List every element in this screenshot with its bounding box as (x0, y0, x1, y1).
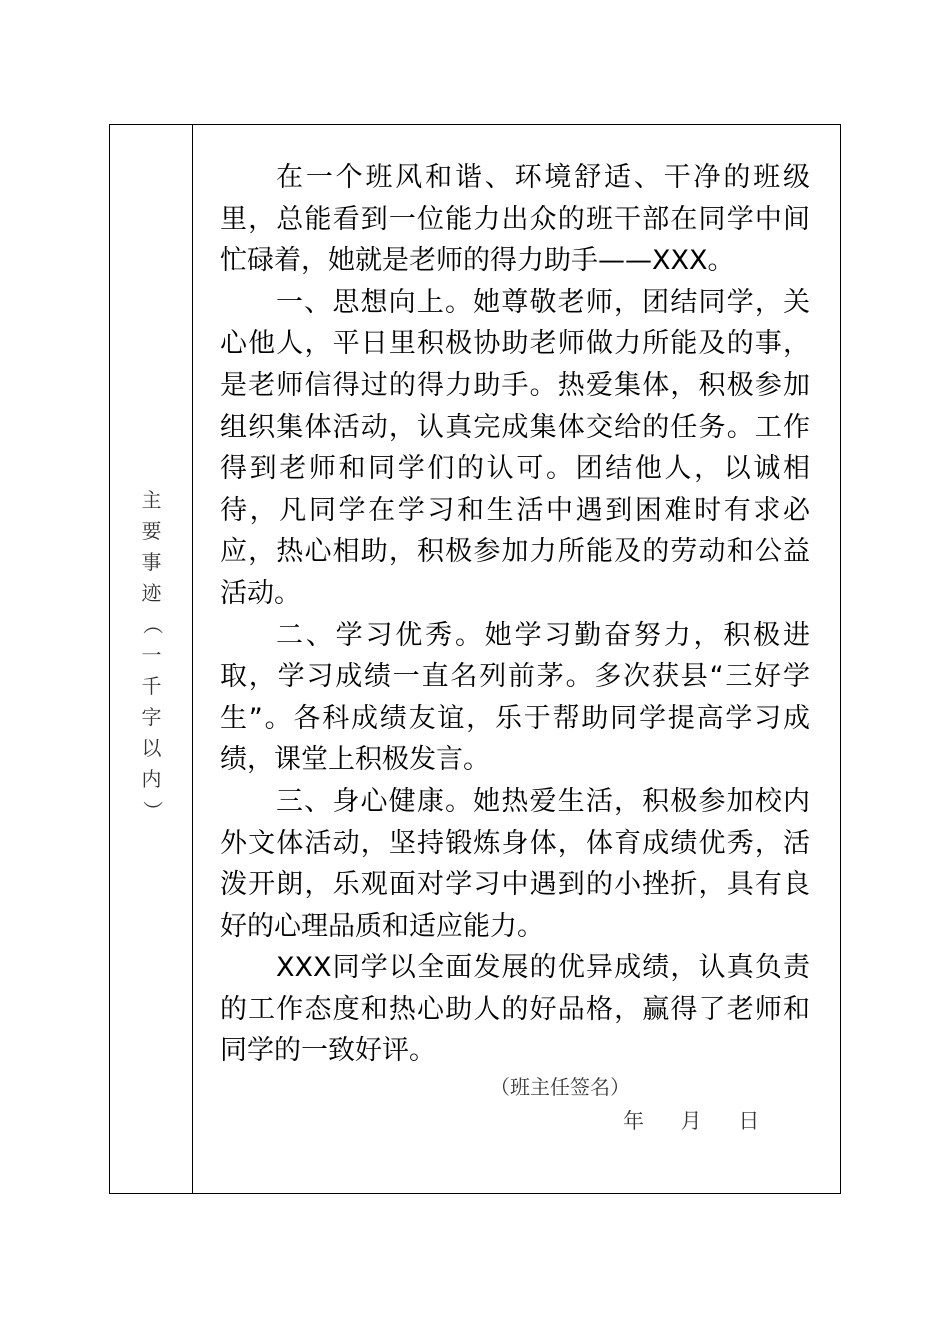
label-char: 主 (141, 488, 162, 512)
label-char: 以 (141, 736, 162, 760)
label-column (110, 125, 193, 1193)
label-char: 迹 (141, 581, 162, 605)
main-deeds-label (110, 485, 193, 826)
record-table (109, 124, 841, 1194)
label-char: 千 (141, 674, 162, 698)
label-char: 事 (141, 550, 162, 574)
label-char: 内 (141, 767, 162, 791)
paragraph-study: 二、学习优秀。她学习勤奋努力，积极进取，学习成绩一直名列前茅。多次获县“三好学生”。各科成绩友谊，乐于帮助同学提高学习成绩，课堂上积极发言。 (220, 619, 810, 776)
teacher-signature-label: （班主任签名） (490, 1075, 630, 1099)
label-char: 要 (141, 519, 162, 543)
label-char: ） (140, 800, 164, 821)
label-char: （ (140, 614, 164, 635)
label-char: 字 (141, 705, 162, 729)
date-line: 年 月 日 (623, 1109, 760, 1133)
paragraph-health: 三、身心健康。她热爱生活，积极参加校内外文体活动，坚持锻炼身体，体育成绩优秀，活泼开朗，乐观面对学习中遇到的小挫折，具有良好的心理品质和适应能力。 (220, 785, 810, 942)
paragraph-intro: 在一个班风和谐、环境舒适、干净的班级里，总能看到一位能力出众的班干部在同学中间忙碌着，她就是老师的得力助手——XXX。 (220, 162, 810, 277)
label-char: 一 (141, 643, 162, 667)
paragraph-conclusion: XXX同学以全面发展的优异成绩，认真负责的工作态度和热心助人的好品格，赢得了老师和同学的一致好评。 (220, 952, 810, 1067)
paragraph-thought: 一、思想向上。她尊敬老师，团结同学，关心他人，平日里积极协助老师做力所能及的事，是老师信得过的得力助手。热爱集体，积极参加组织集体活动，认真完成集体交给的任务。工作得到老师和同学们的认可。团结他人，以诚相待，凡同学在学习和生活中遇到困难时有求必应，热心相助，积极参加力所能及的劳动和公益活动。 (220, 286, 810, 609)
deeds-content (220, 157, 810, 1072)
